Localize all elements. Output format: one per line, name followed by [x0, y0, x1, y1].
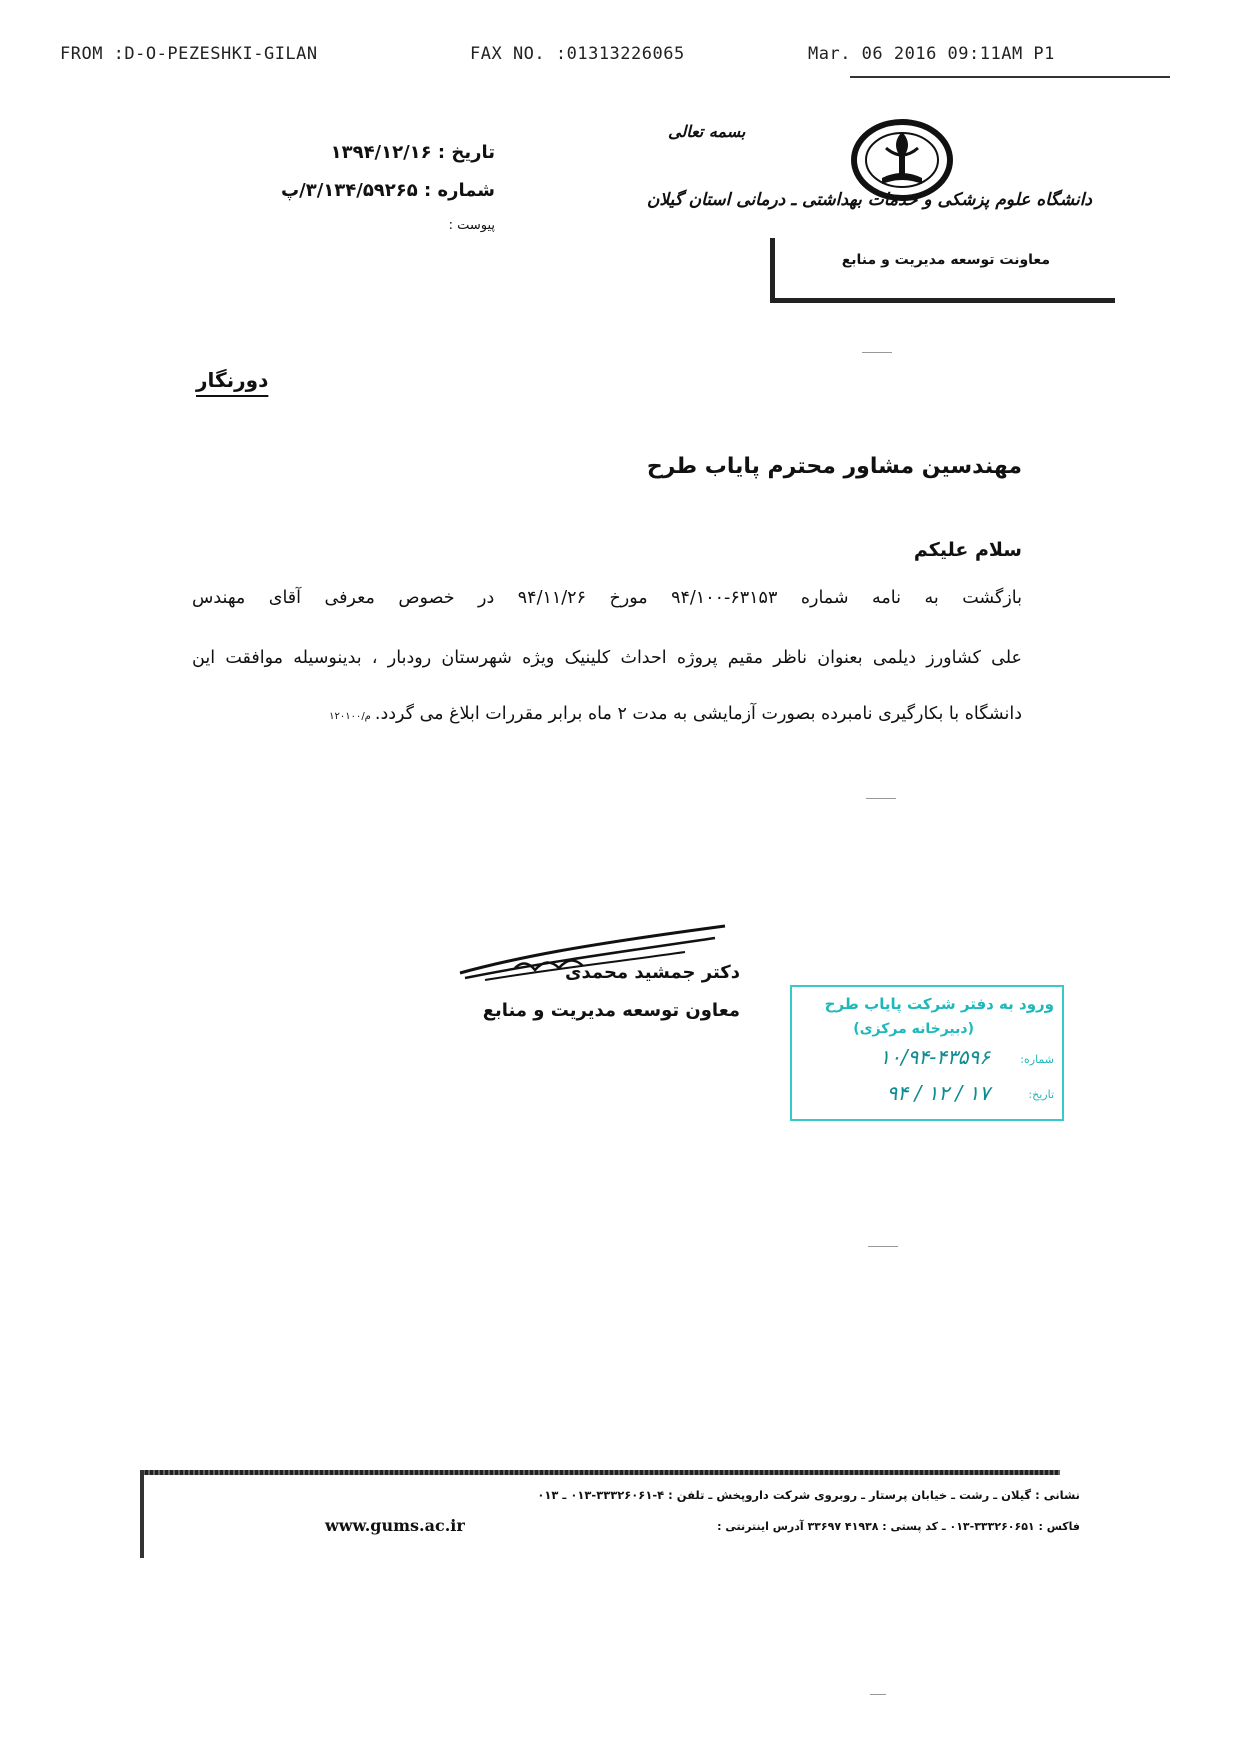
bism-heading: بسمه تعالی [668, 122, 746, 141]
body-paragraph-line-2: علی کشاورز دیلمی بعنوان ناظر مقیم پروژه احداث کلینیک ویژه شهرستان رودبار ، بدینوسیله موافقت این [192, 648, 1022, 668]
body-paragraph-line-1: بازگشت به نامه شماره ۶۳۱۵۳-۹۴/۱۰۰ مورخ ۹۴/۱۱/۲۶ در خصوص معرفی آقای مهندس [192, 588, 1022, 608]
scan-speck [862, 352, 892, 353]
document-type: دورنگار [196, 368, 269, 392]
footer-left-bar [140, 1470, 144, 1558]
stamp-date-label: تاریخ: [1028, 1088, 1054, 1101]
department-name: معاونت توسعه مدیریت و منابع [841, 252, 1050, 268]
department-frame [770, 238, 1115, 303]
stamp-number: ۱۰/۹۴-۴۳۵۹۶ [879, 1045, 990, 1069]
scan-speck [866, 798, 896, 799]
signatory-name: دکتر جمشید محمدی [565, 962, 740, 983]
fax-datetime: Mar. 06 2016 09:11AM P1 [808, 44, 1055, 64]
fax-number: FAX NO. :01313226065 [470, 44, 685, 64]
stamp-date: ۹۴ / ۱۲ / ۱۷ [886, 1081, 990, 1105]
fax-from: FROM :D-O-PEZESHKI-GILAN [60, 44, 318, 64]
reference-code: م/۱۲۰۱۰۰ [329, 711, 371, 722]
footer-fax-postal: فاکس : ۳۳۳۲۶۰۶۵۱-۰۱۳ ـ کد پستی : ۴۱۹۳۸ ۳۳۶۹۷ آدرس اینترنتی : [717, 1520, 1080, 1533]
body-paragraph-line-3 [192, 704, 1022, 724]
receipt-stamp [790, 985, 1064, 1121]
letter-number: شماره : ۳/۱۳۴/۵۹۲۶۵/پ [281, 180, 495, 201]
recipient: مهندسین مشاور محترم پایاب طرح [646, 454, 1022, 479]
fax-header-rule [850, 76, 1170, 78]
body-paragraph-text: دانشگاه با بکارگیری نامبرده بصورت آزمایشی به مدت ۲ ماه برابر مقررات ابلاغ می گردد. [374, 704, 1022, 724]
stamp-title: ورود به دفتر شرکت پایاب طرح [824, 995, 1054, 1013]
university-name: دانشگاه علوم پزشکی و خدمات بهداشتی ـ درمانی استان گیلان [646, 190, 1092, 210]
scan-speck [870, 1694, 886, 1695]
stamp-number-label: شماره: [1020, 1053, 1054, 1066]
letter-attachment: پیوست : [448, 218, 495, 233]
scan-speck [868, 1246, 898, 1247]
footer-address: نشانی : گیلان ـ رشت ـ خیابان پرستار ـ روبروی شرکت داروپخش ـ تلفن : ۴-۳۳۳۲۶۰۶۱-۰۱۳ ـ ۰۱۳ [537, 1488, 1080, 1502]
letter-date: تاریخ : ۱۳۹۴/۱۲/۱۶ [330, 142, 495, 163]
signatory-title: معاون توسعه مدیریت و منابع [482, 1000, 740, 1021]
footer-rule [140, 1470, 1060, 1475]
stamp-subtitle: (دبیرخانه مرکزی) [853, 1021, 974, 1037]
greeting: سلام علیکم [913, 539, 1022, 561]
footer-website: www.gums.ac.ir [325, 1516, 465, 1535]
